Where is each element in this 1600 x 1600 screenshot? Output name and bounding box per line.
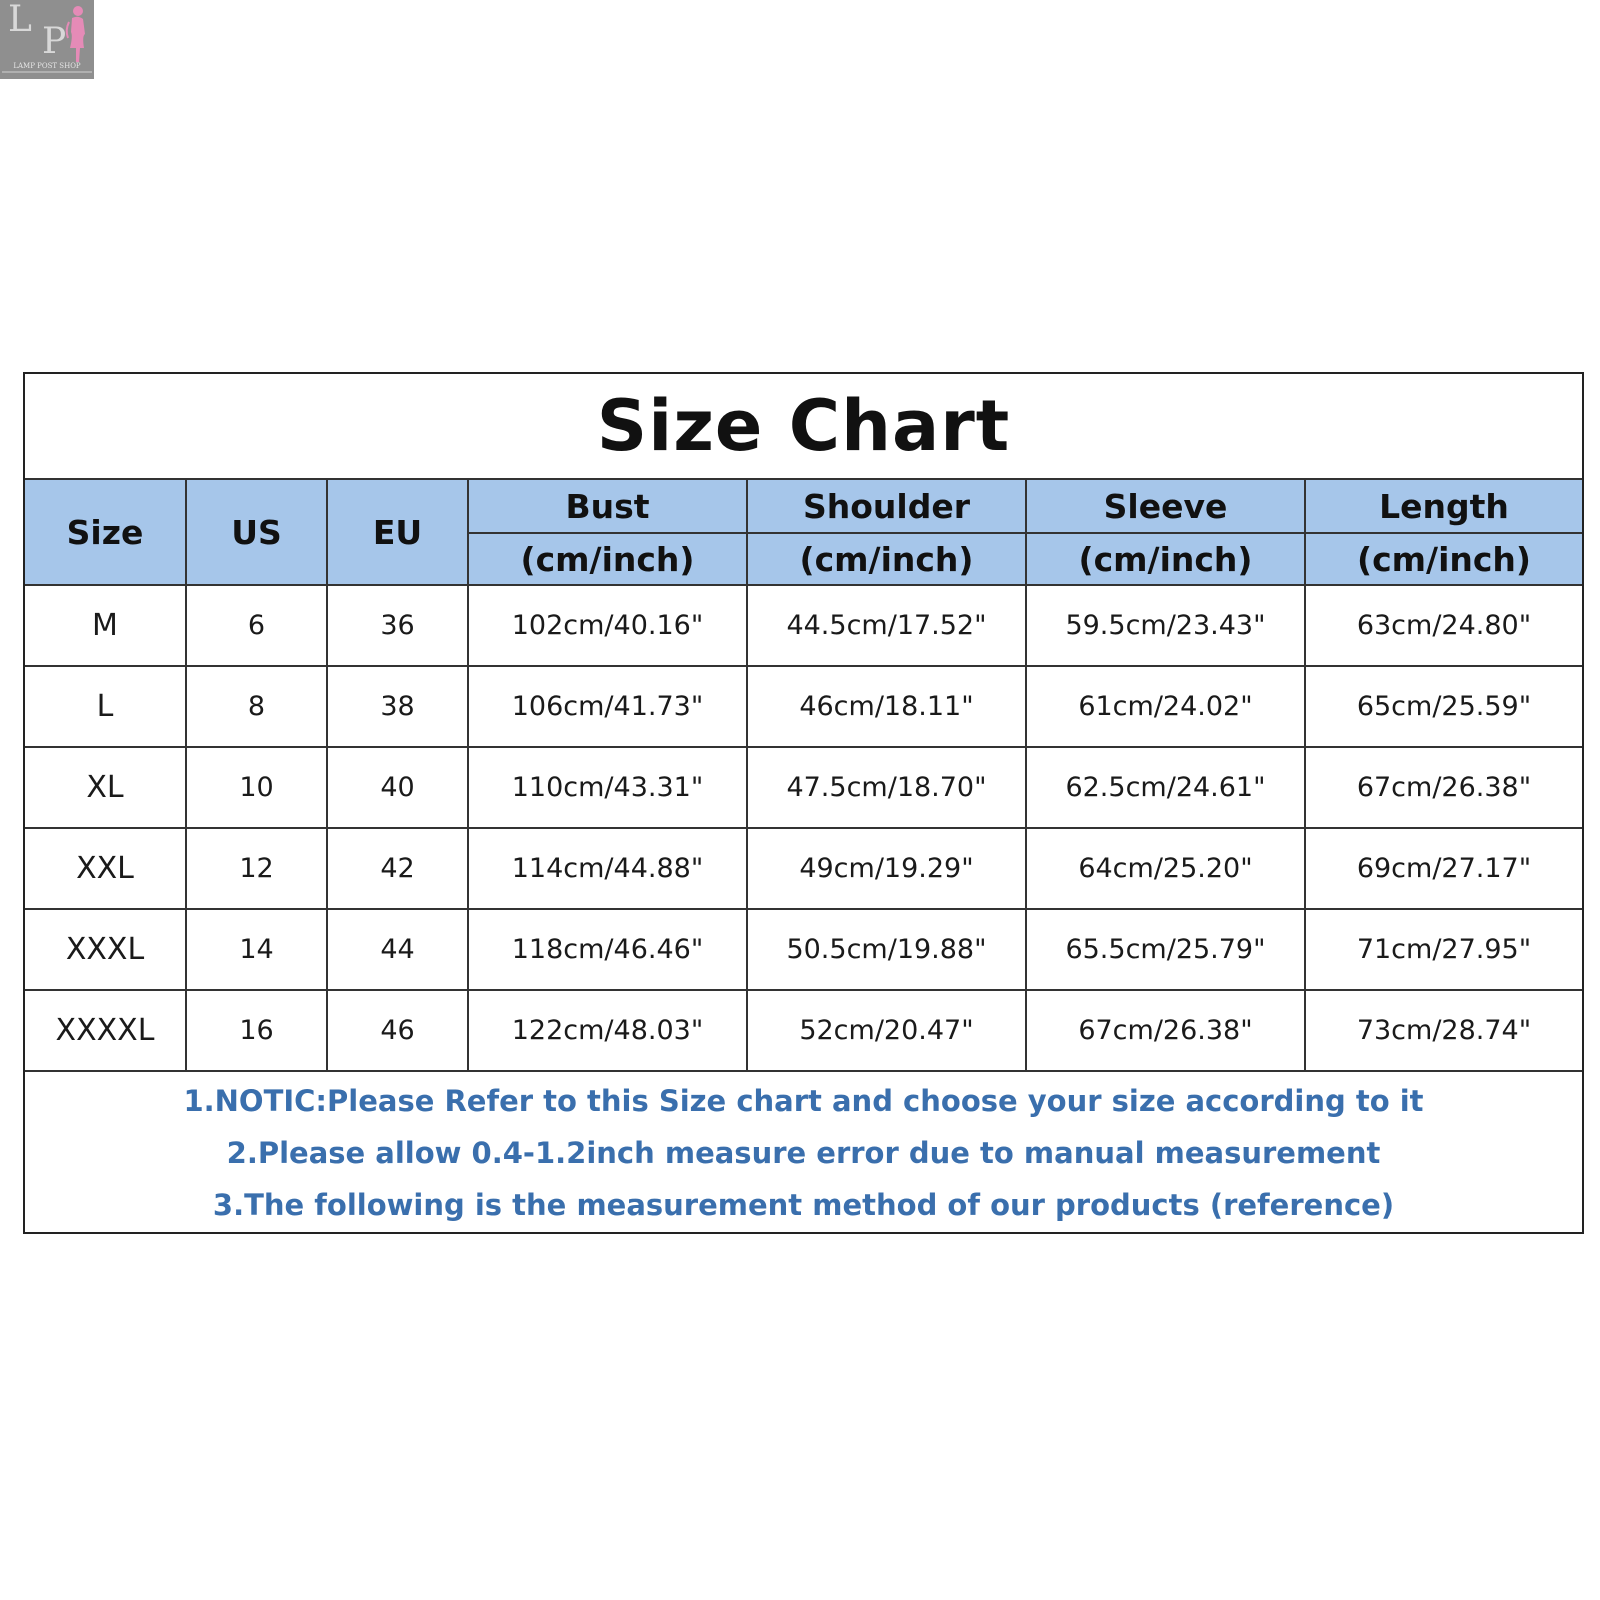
chart-title: Size Chart xyxy=(596,385,1011,467)
size-chart xyxy=(23,372,1584,1234)
cell-eu: 44 xyxy=(327,909,468,990)
cell-size: XXXL xyxy=(25,909,186,990)
header-size: Size xyxy=(25,479,186,585)
header-sleeve: Sleeve xyxy=(1026,479,1305,533)
cell-eu: 38 xyxy=(327,666,468,747)
header-bust: Bust xyxy=(468,479,747,533)
note-line: 1.NOTIC:Please Refer to this Size chart and choose your size according to it xyxy=(183,1084,1424,1118)
cell-size: XXL xyxy=(25,828,186,909)
logo-letter-l: L xyxy=(8,0,32,40)
note-line: 2.Please allow 0.4-1.2inch measure error due to manual measurement xyxy=(226,1136,1381,1170)
cell-bust: 102cm/40.16" xyxy=(468,585,747,666)
table-row xyxy=(25,747,1582,828)
cell-eu: 36 xyxy=(327,585,468,666)
cell-size: XL xyxy=(25,747,186,828)
cell-length: 69cm/27.17" xyxy=(1305,828,1582,909)
cell-length: 65cm/25.59" xyxy=(1305,666,1582,747)
cell-shoulder: 47.5cm/18.70" xyxy=(747,747,1026,828)
logo-letter-p: P xyxy=(42,21,67,62)
cell-sleeve: 67cm/26.38" xyxy=(1026,990,1305,1071)
shop-logo xyxy=(0,0,94,79)
header-shoulder-unit: (cm/inch) xyxy=(747,533,1026,585)
header-length-unit: (cm/inch) xyxy=(1305,533,1582,585)
chart-notes xyxy=(25,1074,1582,1232)
cell-shoulder: 50.5cm/19.88" xyxy=(747,909,1026,990)
cell-bust: 114cm/44.88" xyxy=(468,828,747,909)
cell-size: M xyxy=(25,585,186,666)
logo-divider xyxy=(2,71,92,73)
cell-length: 63cm/24.80" xyxy=(1305,585,1582,666)
cell-eu: 42 xyxy=(327,828,468,909)
cell-eu: 40 xyxy=(327,747,468,828)
cell-shoulder: 46cm/18.11" xyxy=(747,666,1026,747)
cell-us: 14 xyxy=(186,909,327,990)
size-table xyxy=(25,478,1582,1072)
header-bust-unit: (cm/inch) xyxy=(468,533,747,585)
woman-silhouette-icon xyxy=(60,4,90,64)
header-length: Length xyxy=(1305,479,1582,533)
cell-us: 8 xyxy=(186,666,327,747)
table-row xyxy=(25,990,1582,1071)
cell-bust: 118cm/46.46" xyxy=(468,909,747,990)
header-sleeve-unit: (cm/inch) xyxy=(1026,533,1305,585)
cell-shoulder: 52cm/20.47" xyxy=(747,990,1026,1071)
cell-bust: 122cm/48.03" xyxy=(468,990,747,1071)
table-row xyxy=(25,666,1582,747)
header-us: US xyxy=(186,479,327,585)
cell-sleeve: 64cm/25.20" xyxy=(1026,828,1305,909)
header-shoulder: Shoulder xyxy=(747,479,1026,533)
cell-us: 10 xyxy=(186,747,327,828)
cell-us: 16 xyxy=(186,990,327,1071)
cell-eu: 46 xyxy=(327,990,468,1071)
cell-sleeve: 61cm/24.02" xyxy=(1026,666,1305,747)
table-row xyxy=(25,828,1582,909)
cell-sleeve: 59.5cm/23.43" xyxy=(1026,585,1305,666)
cell-sleeve: 65.5cm/25.79" xyxy=(1026,909,1305,990)
cell-size: L xyxy=(25,666,186,747)
logo-caption: LAMP POST SHOP xyxy=(13,62,81,70)
cell-sleeve: 62.5cm/24.61" xyxy=(1026,747,1305,828)
cell-size: XXXXL xyxy=(25,990,186,1071)
cell-length: 71cm/27.95" xyxy=(1305,909,1582,990)
cell-us: 6 xyxy=(186,585,327,666)
cell-length: 73cm/28.74" xyxy=(1305,990,1582,1071)
table-row xyxy=(25,585,1582,666)
cell-us: 12 xyxy=(186,828,327,909)
cell-shoulder: 49cm/19.29" xyxy=(747,828,1026,909)
note-line: 3.The following is the measurement method of our products (reference) xyxy=(212,1188,1395,1222)
cell-bust: 106cm/41.73" xyxy=(468,666,747,747)
cell-bust: 110cm/43.31" xyxy=(468,747,747,828)
cell-shoulder: 44.5cm/17.52" xyxy=(747,585,1026,666)
header-eu: EU xyxy=(327,479,468,585)
logo-letters xyxy=(8,0,67,62)
cell-length: 67cm/26.38" xyxy=(1305,747,1582,828)
table-row xyxy=(25,909,1582,990)
